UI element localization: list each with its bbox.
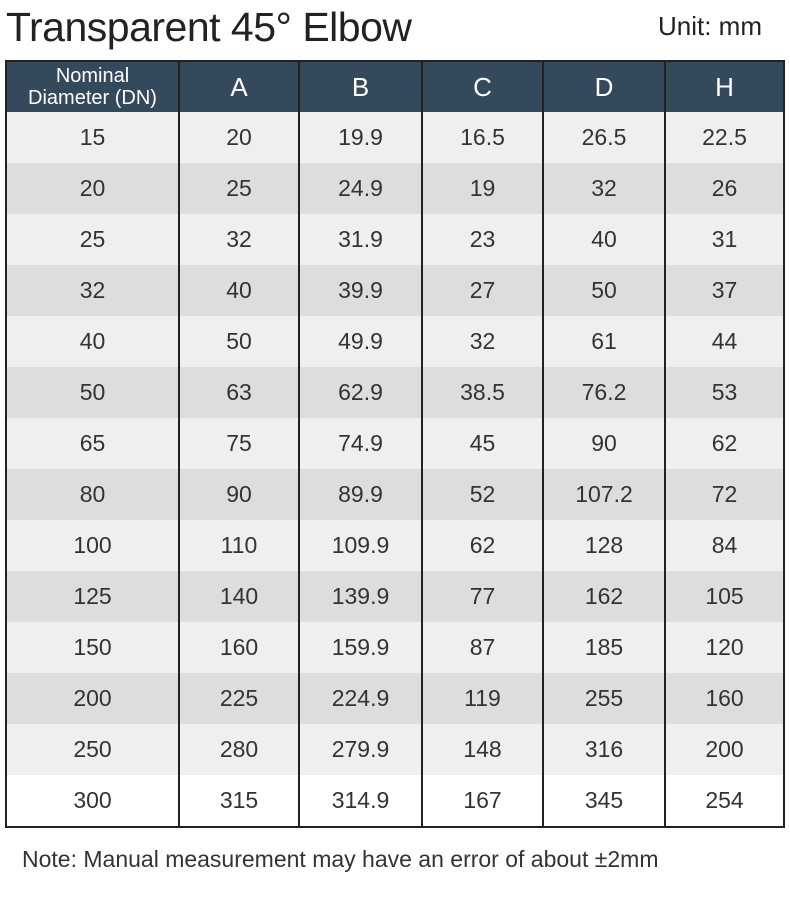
h-cell: 105 xyxy=(665,571,784,622)
a-cell: 32 xyxy=(179,214,299,265)
c-cell: 27 xyxy=(422,265,543,316)
table-row xyxy=(6,724,784,775)
d-cell: 345 xyxy=(543,775,665,827)
table-body xyxy=(6,112,784,827)
header-a: A xyxy=(179,61,299,112)
b-cell: 31.9 xyxy=(299,214,422,265)
spec-table xyxy=(5,60,785,828)
b-cell: 159.9 xyxy=(299,622,422,673)
d-cell: 61 xyxy=(543,316,665,367)
b-cell: 62.9 xyxy=(299,367,422,418)
c-cell: 62 xyxy=(422,520,543,571)
c-cell: 19 xyxy=(422,163,543,214)
a-cell: 110 xyxy=(179,520,299,571)
d-cell: 128 xyxy=(543,520,665,571)
dn-cell: 65 xyxy=(6,418,179,469)
a-cell: 75 xyxy=(179,418,299,469)
header-b: B xyxy=(299,61,422,112)
unit-label: Unit: mm xyxy=(658,11,762,41)
a-cell: 315 xyxy=(179,775,299,827)
dn-cell: 20 xyxy=(6,163,179,214)
table-row xyxy=(6,163,784,214)
dn-cell: 50 xyxy=(6,367,179,418)
h-cell: 22.5 xyxy=(665,112,784,163)
header-nominal-line2: Diameter (DN) xyxy=(28,87,157,109)
dn-cell: 80 xyxy=(6,469,179,520)
table-row xyxy=(6,469,784,520)
table-row xyxy=(6,265,784,316)
table-row xyxy=(6,775,784,827)
b-cell: 314.9 xyxy=(299,775,422,827)
h-cell: 160 xyxy=(665,673,784,724)
table-row xyxy=(6,520,784,571)
b-cell: 89.9 xyxy=(299,469,422,520)
header-nominal-diameter xyxy=(6,61,179,112)
b-cell: 224.9 xyxy=(299,673,422,724)
b-cell: 139.9 xyxy=(299,571,422,622)
h-cell: 26 xyxy=(665,163,784,214)
dn-cell: 25 xyxy=(6,214,179,265)
d-cell: 316 xyxy=(543,724,665,775)
dn-cell: 200 xyxy=(6,673,179,724)
table-row xyxy=(6,571,784,622)
dn-cell: 100 xyxy=(6,520,179,571)
a-cell: 20 xyxy=(179,112,299,163)
table-row xyxy=(6,112,784,163)
a-cell: 160 xyxy=(179,622,299,673)
b-cell: 49.9 xyxy=(299,316,422,367)
d-cell: 162 xyxy=(543,571,665,622)
d-cell: 90 xyxy=(543,418,665,469)
c-cell: 77 xyxy=(422,571,543,622)
d-cell: 50 xyxy=(543,265,665,316)
b-cell: 39.9 xyxy=(299,265,422,316)
b-cell: 74.9 xyxy=(299,418,422,469)
b-cell: 109.9 xyxy=(299,520,422,571)
dn-cell: 125 xyxy=(6,571,179,622)
a-cell: 25 xyxy=(179,163,299,214)
h-cell: 37 xyxy=(665,265,784,316)
d-cell: 26.5 xyxy=(543,112,665,163)
c-cell: 38.5 xyxy=(422,367,543,418)
page-title: Transparent 45° Elbow xyxy=(6,4,412,50)
h-cell: 72 xyxy=(665,469,784,520)
dn-cell: 300 xyxy=(6,775,179,827)
a-cell: 90 xyxy=(179,469,299,520)
h-cell: 120 xyxy=(665,622,784,673)
h-cell: 254 xyxy=(665,775,784,827)
c-cell: 52 xyxy=(422,469,543,520)
dn-cell: 250 xyxy=(6,724,179,775)
h-cell: 84 xyxy=(665,520,784,571)
c-cell: 16.5 xyxy=(422,112,543,163)
a-cell: 140 xyxy=(179,571,299,622)
dn-cell: 150 xyxy=(6,622,179,673)
header-h: H xyxy=(665,61,784,112)
measurement-note: Note: Manual measurement may have an error of about ±2mm xyxy=(22,846,659,872)
b-cell: 24.9 xyxy=(299,163,422,214)
a-cell: 280 xyxy=(179,724,299,775)
c-cell: 119 xyxy=(422,673,543,724)
h-cell: 200 xyxy=(665,724,784,775)
c-cell: 167 xyxy=(422,775,543,827)
table-row xyxy=(6,214,784,265)
table-row xyxy=(6,622,784,673)
table-row xyxy=(6,316,784,367)
h-cell: 62 xyxy=(665,418,784,469)
c-cell: 87 xyxy=(422,622,543,673)
d-cell: 76.2 xyxy=(543,367,665,418)
table-header-row xyxy=(6,61,784,112)
d-cell: 40 xyxy=(543,214,665,265)
a-cell: 63 xyxy=(179,367,299,418)
c-cell: 148 xyxy=(422,724,543,775)
table-row xyxy=(6,418,784,469)
dn-cell: 15 xyxy=(6,112,179,163)
c-cell: 45 xyxy=(422,418,543,469)
h-cell: 31 xyxy=(665,214,784,265)
d-cell: 255 xyxy=(543,673,665,724)
a-cell: 225 xyxy=(179,673,299,724)
c-cell: 23 xyxy=(422,214,543,265)
a-cell: 40 xyxy=(179,265,299,316)
d-cell: 107.2 xyxy=(543,469,665,520)
header-nominal-line1: Nominal xyxy=(55,65,130,87)
d-cell: 185 xyxy=(543,622,665,673)
table-row xyxy=(6,673,784,724)
a-cell: 50 xyxy=(179,316,299,367)
header-c: C xyxy=(422,61,543,112)
header-d: D xyxy=(543,61,665,112)
dn-cell: 40 xyxy=(6,316,179,367)
dn-cell: 32 xyxy=(6,265,179,316)
h-cell: 44 xyxy=(665,316,784,367)
b-cell: 279.9 xyxy=(299,724,422,775)
d-cell: 32 xyxy=(543,163,665,214)
c-cell: 32 xyxy=(422,316,543,367)
b-cell: 19.9 xyxy=(299,112,422,163)
table-row xyxy=(6,367,784,418)
h-cell: 53 xyxy=(665,367,784,418)
